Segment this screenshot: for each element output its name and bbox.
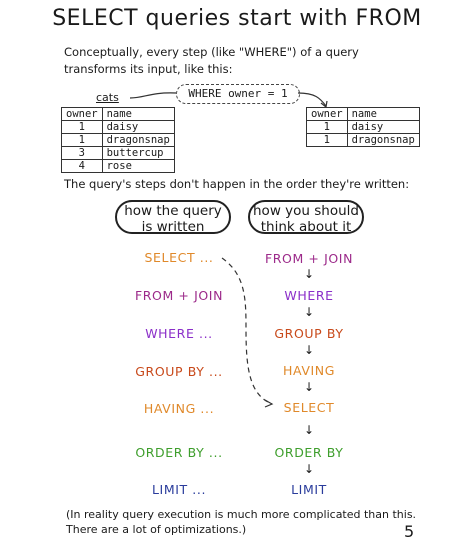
- cloud-line: is written: [141, 219, 205, 235]
- written-step-where: WHERE ...: [145, 326, 213, 341]
- written-step-limit: LIMIT ...: [151, 482, 207, 497]
- column-header-name: name: [102, 108, 174, 121]
- down-arrow-icon: ↓: [304, 462, 315, 476]
- cell-name: rose: [102, 160, 174, 173]
- written-step-group-by: GROUP BY ...: [135, 364, 223, 379]
- think-step-having: HAVING: [282, 363, 336, 378]
- think-step-select: SELECT: [283, 400, 335, 415]
- cell-owner: 1: [307, 121, 348, 134]
- down-arrow-icon: ↓: [304, 305, 315, 319]
- cell-owner: 1: [307, 134, 348, 147]
- cloud-line: how you should: [253, 203, 359, 219]
- down-arrow-icon: ↓: [304, 423, 315, 437]
- cell-name: buttercup: [102, 147, 174, 160]
- written-step-select: SELECT ...: [144, 250, 214, 265]
- connector-line: [130, 93, 176, 98]
- dashed-curve-arrow-icon: [222, 258, 272, 404]
- cloud-line: how the query: [124, 203, 222, 219]
- written-step-order-by: ORDER BY ...: [135, 445, 223, 460]
- think-step-order-by: ORDER BY: [274, 445, 344, 460]
- cell-name: dragonsnap: [347, 134, 419, 147]
- cell-name: daisy: [347, 121, 419, 134]
- down-arrow-icon: ↓: [304, 267, 315, 281]
- column-header-owner: owner: [62, 108, 103, 121]
- think-step-group-by: GROUP BY: [274, 326, 344, 341]
- written-step-from-join: FROM + JOIN: [134, 288, 224, 303]
- think-step-from-join: FROM + JOIN: [264, 251, 354, 266]
- page-title: SELECT queries start with FROM: [52, 6, 422, 31]
- written-step-having: HAVING ...: [143, 401, 215, 416]
- column-header-owner: owner: [307, 108, 348, 121]
- think-step-limit: LIMIT: [291, 482, 327, 497]
- think-step-where: WHERE: [284, 288, 334, 303]
- cell-owner: 1: [62, 121, 103, 134]
- cell-name: daisy: [102, 121, 174, 134]
- cell-owner: 1: [62, 134, 103, 147]
- intro-text: Conceptually, every step (like "WHERE") of a query transforms its input, like this:: [64, 45, 359, 76]
- column-header-name: name: [347, 108, 419, 121]
- where-filter-bubble: WHERE owner = 1: [176, 84, 300, 104]
- cell-owner: 4: [62, 160, 103, 173]
- table-caption-cats: cats: [96, 91, 119, 104]
- order-heading: The query's steps don't happen in the order they're written:: [64, 177, 410, 191]
- cell-owner: 3: [62, 147, 103, 160]
- page-number: 5: [404, 522, 415, 541]
- cell-name: dragonsnap: [102, 134, 174, 147]
- down-arrow-icon: ↓: [304, 380, 315, 394]
- down-arrow-icon: ↓: [304, 343, 315, 357]
- footnote: (In reality query execution is much more complicated than this. There are a lot of optimizations.): [66, 508, 417, 536]
- cloud-line: think about it: [260, 219, 352, 235]
- arrow-head-icon: [265, 400, 272, 407]
